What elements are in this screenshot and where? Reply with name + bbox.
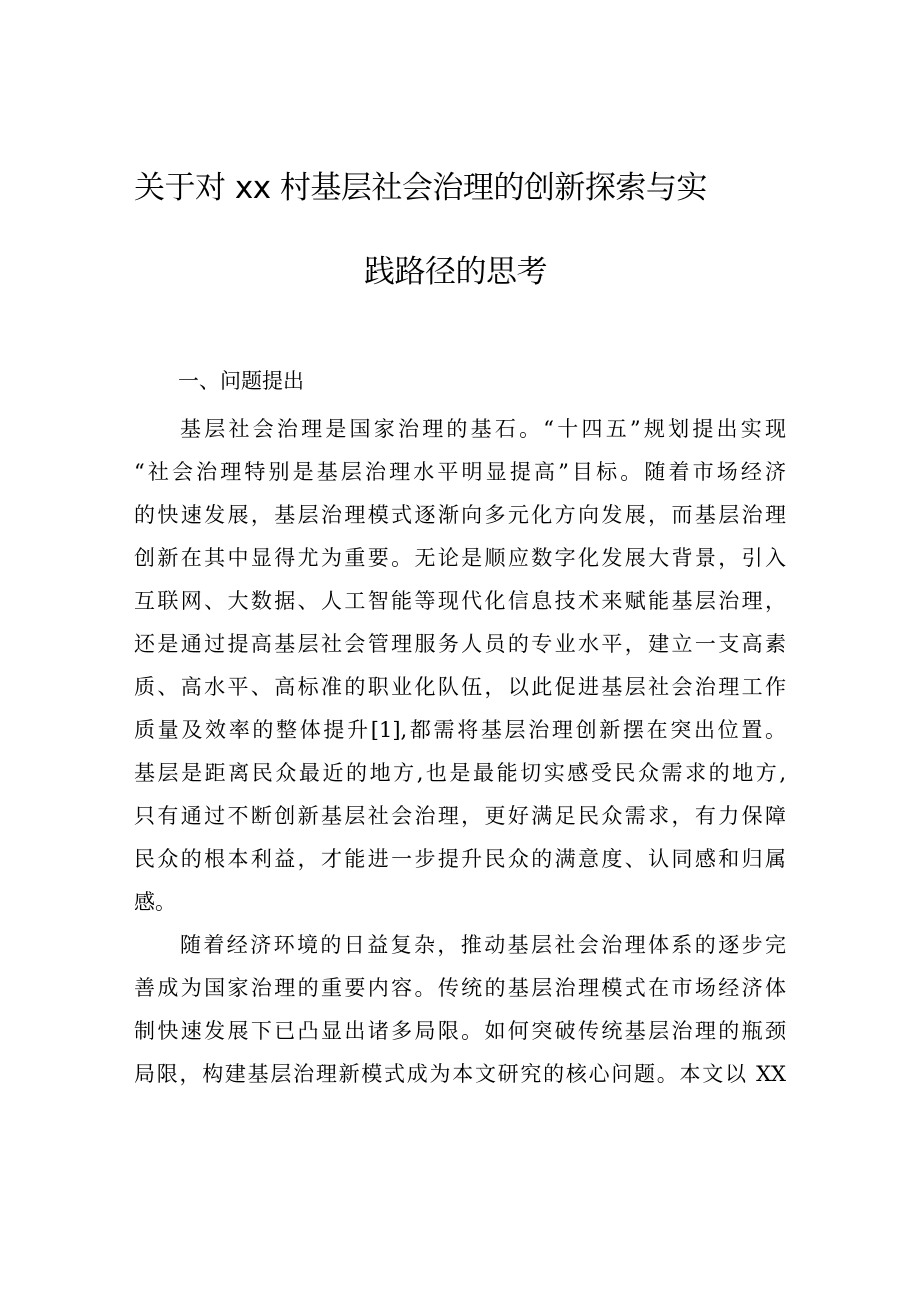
paragraph-line: 质、高水平、高标准的职业化队伍，以此促进基层社会治理工作 (134, 675, 786, 699)
paragraph-line: 的快速发展，基层治理模式逐渐向多元化方向发展，而基层治理 (134, 503, 786, 527)
paragraph-line: 制快速发展下已凸显出诸多局限。如何突破传统基层治理的瓶颈 (134, 1019, 786, 1043)
paragraph-line: 基层是距离民众最近的地方,也是最能切实感受民众需求的地方, (134, 761, 786, 785)
paragraph-line: “社会治理特别是基层治理水平明显提高”目标。随着市场经济 (134, 460, 786, 484)
paragraph-line: 基层社会治理是国家治理的基石。“十四五”规划提出实现 (180, 417, 786, 441)
document-title-line-2: 践路径的思考 (364, 254, 547, 290)
paragraph-line: 局限，构建基层治理新模式成为本文研究的核心问题。本文以 XX (134, 1062, 786, 1086)
paragraph-line: 质量及效率的整体提升[1],都需将基层治理创新摆在突出位置。 (134, 718, 786, 742)
paragraph-line: 创新在其中显得尤为重要。无论是顺应数字化发展大背景，引入 (134, 546, 786, 570)
section-heading: 一、问题提出 (178, 369, 304, 393)
paragraph-line: 民众的根本利益，才能进一步提升民众的满意度、认同感和归属 (134, 847, 786, 871)
paragraph-line: 还是通过提高基层社会管理服务人员的专业水平，建立一支高素 (134, 632, 786, 656)
paragraph-line: 只有通过不断创新基层社会治理，更好满足民众需求，有力保障 (134, 804, 786, 828)
paragraph-line: 善成为国家治理的重要内容。传统的基层治理模式在市场经济体 (134, 976, 786, 1000)
paragraph-line: 随着经济环境的日益复杂，推动基层社会治理体系的逐步完 (180, 933, 786, 957)
paragraph-line: 感。 (134, 890, 176, 914)
paragraph-line: 互联网、大数据、人工智能等现代化信息技术来赋能基层治理， (134, 589, 786, 613)
document-title-line-1: 关于对 xx 村基层社会治理的创新探索与实 (134, 170, 707, 206)
